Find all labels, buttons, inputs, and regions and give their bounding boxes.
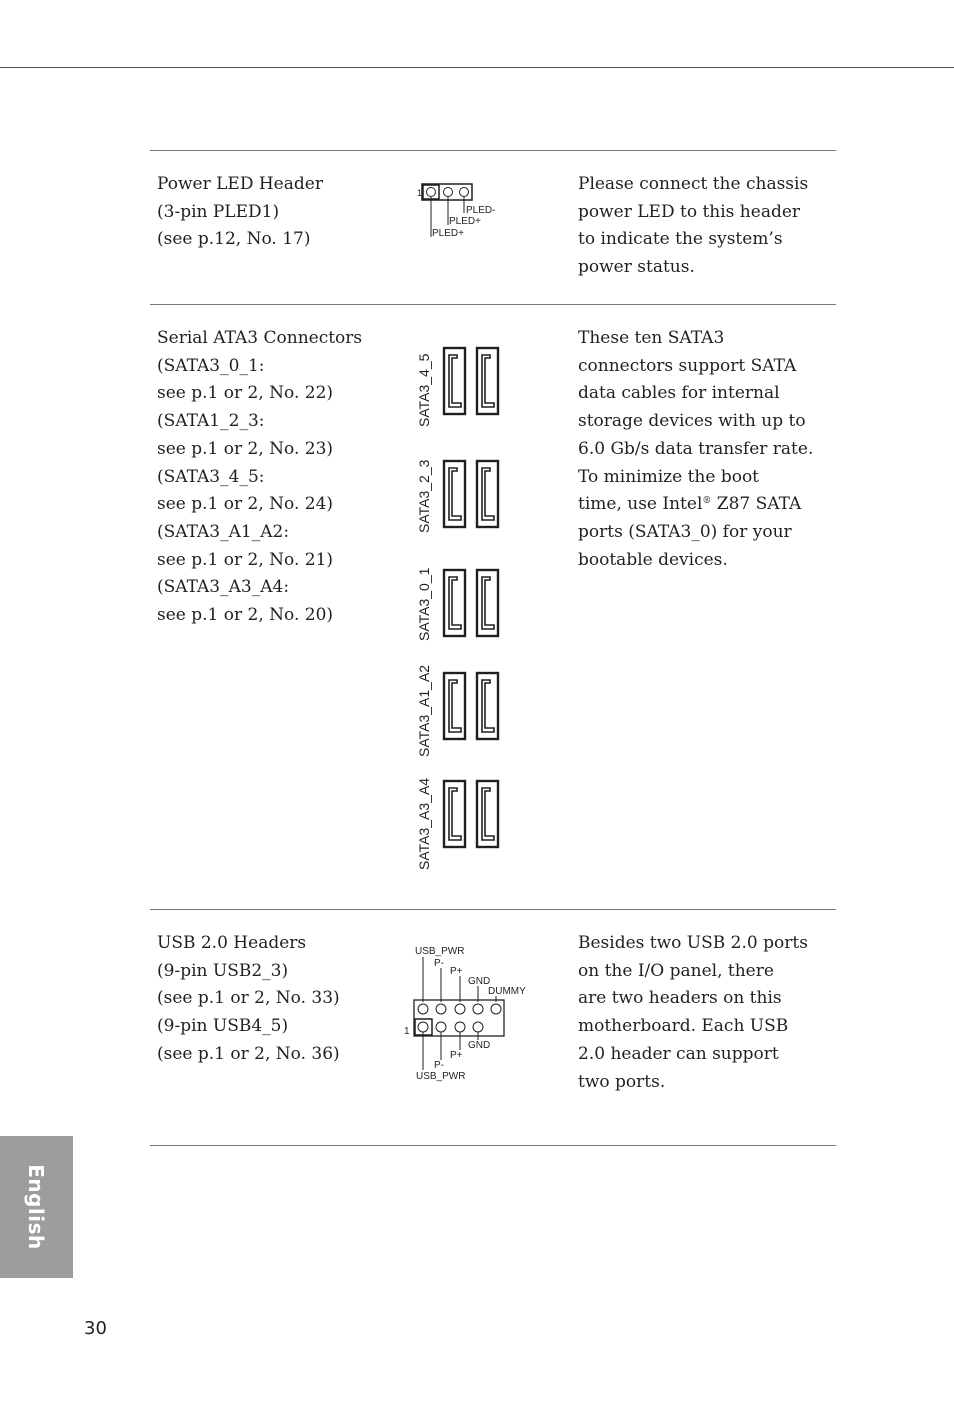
usb-instr-line: 2.0 header can support (578, 1043, 779, 1064)
table-rule-top (150, 150, 836, 151)
sata-port-icon (444, 570, 465, 636)
pled-header-diagram (410, 180, 520, 242)
sata-port-icon (477, 781, 498, 847)
sata-instr-line: connectors support SATA (578, 355, 797, 376)
sata-instr-line: ports (SATA3_0) for your (578, 521, 792, 542)
usb-pwr-bottom-label: USB_PWR (416, 1071, 466, 1082)
sata-instr-line: storage devices with up to (578, 411, 806, 432)
header-rule (0, 67, 954, 68)
usb-instr-line: motherboard. Each USB (578, 1016, 789, 1037)
pled-instr-line: to indicate the system’s (578, 229, 783, 250)
sata-ref-line: (SATA3_4_5: (157, 466, 265, 487)
page-number: 30 (84, 1318, 107, 1339)
usb-ref-line: (see p.1 or 2, No. 36) (157, 1043, 340, 1064)
sata-instructions (578, 325, 813, 574)
usb-p-plus-bottom-label: P+ (450, 1050, 463, 1061)
pled-reference: (see p.12, No. 17) (157, 229, 311, 250)
sata-title: Serial ATA3 Connectors (157, 328, 363, 348)
sata-port-icon (444, 673, 465, 739)
pled-instr-line: Please connect the chassis (578, 174, 809, 194)
sata-instr-line: 6.0 Gb/s data transfer rate. (578, 438, 814, 459)
usb-pin1-label: 1 (404, 1026, 410, 1037)
usb-p-minus-top-label: P- (434, 958, 444, 969)
pled-instr-line: power status. (578, 257, 695, 278)
table-rule-1 (150, 304, 836, 305)
sata-label-a1-a2: SATA3_A1_A2 (416, 664, 432, 757)
usb-instr-line: Besides two USB 2.0 ports (578, 933, 808, 953)
sata-label-0-1: SATA3_0_1 (416, 567, 432, 641)
sata-ref-line: see p.1 or 2, No. 20) (157, 605, 334, 626)
usb-gnd-top-label: GND (468, 976, 491, 987)
sata-port-icon (477, 570, 498, 636)
pled-description (157, 171, 323, 254)
registered-mark: ® (702, 496, 712, 507)
pled-pin1-label: 1 (417, 188, 423, 198)
language-tab-label: English (24, 1164, 48, 1250)
usb-header-diagram (398, 940, 538, 1085)
language-tab (0, 1136, 73, 1278)
pled-pin-count: (3-pin PLED1) (157, 201, 280, 222)
pled-plus-label-1: PLED+ (449, 216, 481, 227)
sata-ref-line: (SATA3_A1_A2: (157, 521, 290, 542)
usb-ref-line: (see p.1 or 2, No. 33) (157, 988, 340, 1009)
usb-description (157, 930, 340, 1069)
sata-instr-line (578, 491, 813, 519)
usb-instructions (578, 930, 808, 1096)
sata-ref-line: see p.1 or 2, No. 22) (157, 383, 334, 404)
sata-ref-line: see p.1 or 2, No. 24) (157, 494, 334, 515)
usb-instr-line: on the I/O panel, there (578, 960, 774, 981)
sata-instr-line: To minimize the boot (578, 466, 760, 487)
usb-instr-line: two ports. (578, 1071, 666, 1092)
sata-label-2-3: SATA3_2_3 (416, 459, 432, 533)
usb-dummy-label: DUMMY (488, 986, 526, 997)
table-rule-2 (150, 909, 836, 910)
sata-instr-intel-text: time, use Intel (578, 494, 703, 515)
sata-ref-line: see p.1 or 2, No. 21) (157, 549, 334, 570)
sata-instr-z87-text: Z87 SATA (711, 494, 802, 515)
sata-ref-line: (SATA1_2_3: (157, 411, 265, 432)
sata-label-a3-a4: SATA3_A3_A4 (416, 777, 432, 870)
usb-p-plus-top-label: P+ (450, 966, 463, 977)
pled-instructions (578, 171, 808, 282)
usb-gnd-bottom-label: GND (468, 1040, 491, 1051)
usb-instr-line: are two headers on this (578, 988, 782, 1009)
pled-instr-line: power LED to this header (578, 201, 801, 222)
sata-port-icon (444, 348, 465, 414)
sata-ref-line: (SATA3_A3_A4: (157, 577, 290, 598)
table-rule-bottom (150, 1145, 836, 1146)
usb-ref-line: (9-pin USB4_5) (157, 1016, 289, 1037)
usb-pwr-top-label: USB_PWR (415, 946, 465, 957)
sata-port-icon (477, 673, 498, 739)
sata-instr-line: bootable devices. (578, 549, 728, 570)
pled-title: Power LED Header (157, 174, 323, 194)
sata-port-icon (444, 781, 465, 847)
sata-port-icon (477, 348, 498, 414)
sata-connectors-diagram (408, 335, 518, 880)
sata-ref-line: (SATA3_0_1: (157, 355, 265, 376)
sata-instr-line: These ten SATA3 (578, 328, 725, 348)
sata-label-4-5: SATA3_4_5 (416, 353, 432, 427)
usb-p-minus-bottom-label: P- (434, 1060, 444, 1071)
sata-instr-line: data cables for internal (578, 383, 780, 404)
sata-port-icon (444, 461, 465, 527)
usb-title: USB 2.0 Headers (157, 933, 307, 953)
sata-ref-line: see p.1 or 2, No. 23) (157, 438, 334, 459)
pled-minus-label: PLED- (466, 205, 496, 216)
pled-plus-label-2: PLED+ (432, 228, 464, 239)
sata-port-icon (477, 461, 498, 527)
usb-ref-line: (9-pin USB2_3) (157, 960, 289, 981)
sata-description (157, 325, 362, 630)
